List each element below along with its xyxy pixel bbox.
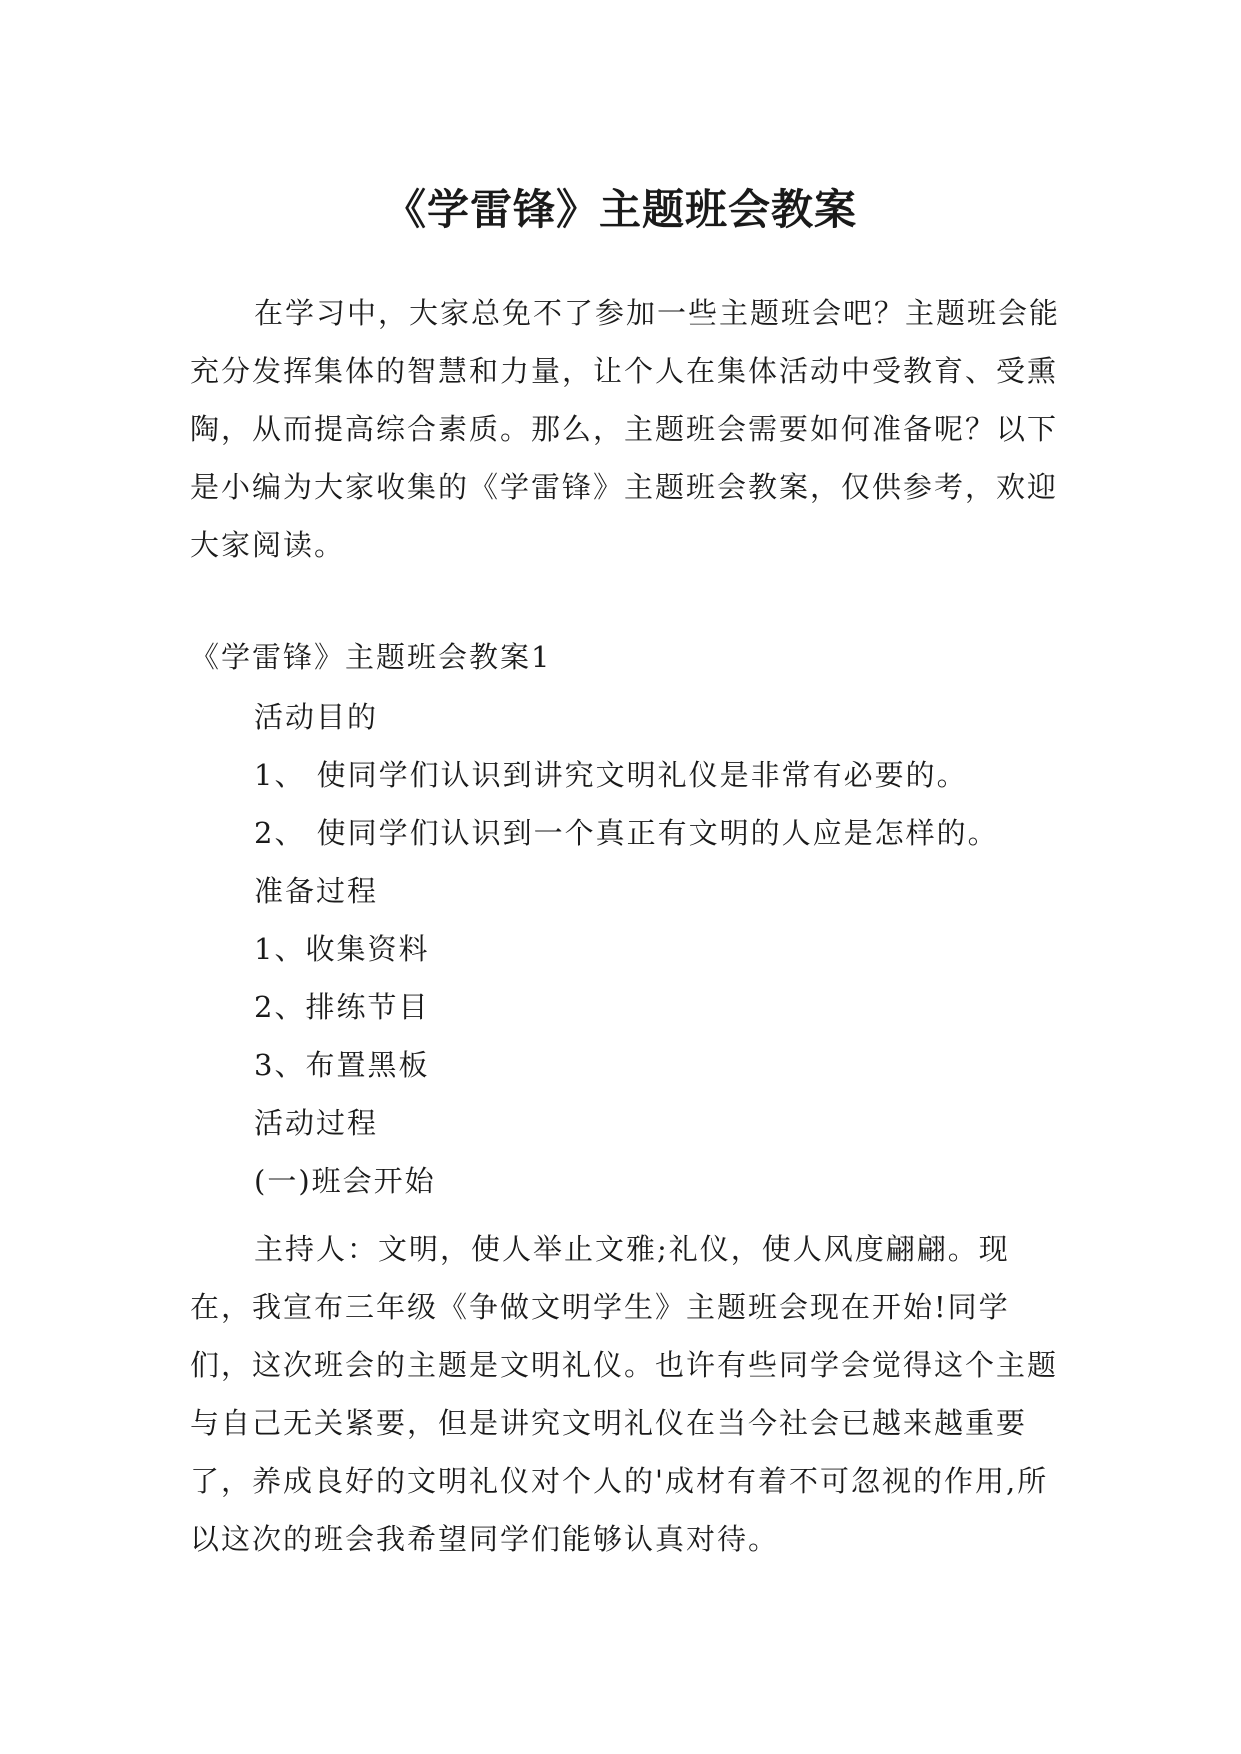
- step-opening: (一)班会开始: [254, 1164, 436, 1198]
- goal-item-1: 1、 使同学们认识到讲究文明礼仪是非常有必要的。: [254, 758, 968, 792]
- prep-item-3: 3、布置黑板: [254, 1048, 430, 1082]
- heading-preparation: 准备过程: [254, 874, 379, 908]
- intro-paragraph: 在学习中，大家总免不了参加一些主题班会吧？主题班会能充分发挥集体的智慧和力量，让个人在集体活动中受教育、受熏陶，从而提高综合素质。那么，主题班会需要如何准备呢？以下是小编为大家收集的《学雷锋》主题班会教案，仅供参考，欢迎大家阅读。: [190, 296, 1061, 562]
- prep-item-2: 2、排练节目: [254, 990, 430, 1024]
- heading-activity-process: 活动过程: [254, 1106, 379, 1140]
- heading-activity-goal: 活动目的: [254, 700, 379, 734]
- content-lines: [190, 688, 1090, 1210]
- prep-item-1: 1、收集资料: [254, 932, 430, 966]
- page-title: 《学雷锋》主题班会教案: [383, 185, 857, 235]
- host-paragraph: 主持人：文明，使人举止文雅;礼仪，使人风度翩翩。现在，我宣布三年级《争做文明学生》主题班会现在开始!同学们，这次班会的主题是文明礼仪。也许有些同学会觉得这个主题与自己无关紧要，但是讲究文明礼仪在当今社会已越来越重要了，养成良好的文明礼仪对个人的'成材有着不可忽视的作用,所以这次的班会我希望同学们能够认真对待。: [190, 1232, 1059, 1556]
- goal-item-2: 2、 使同学们认识到一个真正有文明的人应是怎样的。: [254, 816, 999, 850]
- section-heading: 《学雷锋》主题班会教案1: [190, 640, 552, 674]
